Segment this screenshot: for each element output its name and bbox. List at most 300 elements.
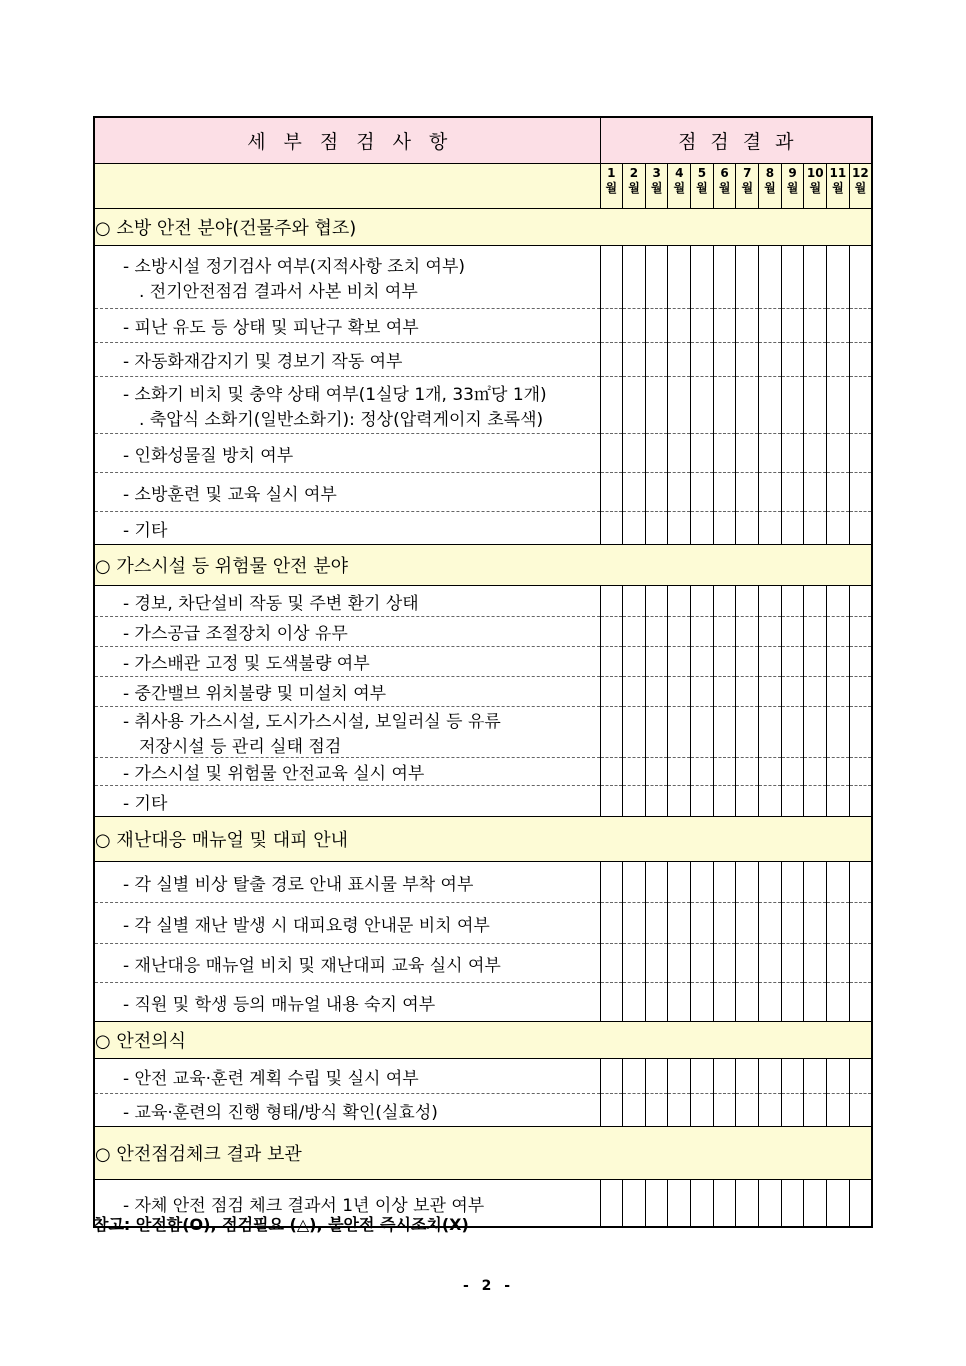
result-cell[interactable] — [827, 246, 850, 309]
result-cell[interactable] — [600, 586, 623, 617]
result-cell[interactable] — [827, 617, 850, 647]
result-cell[interactable] — [691, 473, 714, 512]
result-cell[interactable] — [849, 707, 872, 758]
result-cell[interactable] — [827, 1094, 850, 1127]
item-line: - 안전 교육·훈련 계획 수립 및 실시 여부 — [123, 1068, 419, 1089]
result-cell[interactable] — [804, 647, 827, 677]
month-header-2: 2 월 — [623, 164, 646, 209]
result-cell[interactable] — [827, 647, 850, 677]
result-cell[interactable] — [713, 434, 736, 473]
item-text — [94, 246, 600, 309]
checklist-item — [94, 707, 872, 758]
result-cell[interactable] — [713, 1059, 736, 1094]
result-cell[interactable] — [759, 309, 782, 343]
result-cell[interactable] — [849, 944, 872, 983]
result-cell[interactable] — [736, 786, 759, 817]
result-cell[interactable] — [781, 758, 804, 786]
result-cell[interactable] — [827, 862, 850, 903]
result-cell[interactable] — [759, 434, 782, 473]
result-cell[interactable] — [759, 586, 782, 617]
result-cell[interactable] — [736, 944, 759, 983]
result-cell[interactable] — [645, 707, 668, 758]
result-cell[interactable] — [849, 903, 872, 944]
item-line: - 가스배관 고정 및 도색불량 여부 — [123, 654, 370, 674]
result-cell[interactable] — [827, 434, 850, 473]
item-line: - 재난대응 매뉴얼 비치 및 재난대피 교육 실시 여부 — [123, 955, 501, 976]
result-cell[interactable] — [781, 586, 804, 617]
result-cell[interactable] — [849, 512, 872, 545]
result-cell[interactable] — [668, 1094, 691, 1127]
result-cell[interactable] — [645, 944, 668, 983]
result-cell[interactable] — [827, 309, 850, 343]
result-cell[interactable] — [759, 1180, 782, 1228]
item-text — [94, 903, 600, 944]
result-cell[interactable] — [623, 1059, 646, 1094]
result-cell[interactable] — [849, 677, 872, 707]
result-cell[interactable] — [691, 617, 714, 647]
result-cell[interactable] — [600, 758, 623, 786]
result-cell[interactable] — [804, 677, 827, 707]
result-cell[interactable] — [623, 707, 646, 758]
checklist-item — [94, 343, 872, 377]
result-cell[interactable] — [759, 786, 782, 817]
item-line: - 자동화재감지기 및 경보기 작동 여부 — [123, 352, 403, 372]
item-line: - 피난 유도 등 상태 및 피난구 확보 여부 — [123, 318, 419, 338]
result-cell[interactable] — [804, 377, 827, 434]
section-title: ○ 소방 안전 분야(건물주와 협조) — [94, 209, 872, 246]
result-cell[interactable] — [691, 586, 714, 617]
result-cell[interactable] — [759, 617, 782, 647]
result-cell[interactable] — [623, 944, 646, 983]
result-cell[interactable] — [804, 758, 827, 786]
result-cell[interactable] — [691, 707, 714, 758]
result-cell[interactable] — [623, 473, 646, 512]
result-cell[interactable] — [668, 944, 691, 983]
result-cell[interactable] — [600, 473, 623, 512]
result-cell[interactable] — [781, 903, 804, 944]
result-cell[interactable] — [691, 343, 714, 377]
result-cell[interactable] — [781, 786, 804, 817]
result-cell[interactable] — [645, 1094, 668, 1127]
month-header-11: 11 월 — [827, 164, 850, 209]
result-cell[interactable] — [623, 343, 646, 377]
result-cell[interactable] — [691, 512, 714, 545]
checklist-item — [94, 246, 872, 309]
item-text — [94, 473, 600, 512]
result-cell[interactable] — [645, 586, 668, 617]
result-cell[interactable] — [713, 512, 736, 545]
result-cell[interactable] — [600, 512, 623, 545]
result-cell[interactable] — [713, 647, 736, 677]
result-cell[interactable] — [759, 343, 782, 377]
month-row — [94, 164, 872, 209]
result-cell[interactable] — [623, 862, 646, 903]
checklist-item — [94, 434, 872, 473]
result-cell[interactable] — [623, 512, 646, 545]
result-cell[interactable] — [804, 1180, 827, 1228]
result-cell[interactable] — [623, 677, 646, 707]
result-cell[interactable] — [804, 434, 827, 473]
result-cell[interactable] — [736, 983, 759, 1022]
result-cell[interactable] — [668, 377, 691, 434]
item-text — [94, 512, 600, 545]
month-header-6: 6 월 — [713, 164, 736, 209]
result-cell[interactable] — [736, 677, 759, 707]
result-cell[interactable] — [804, 512, 827, 545]
result-cell[interactable] — [827, 786, 850, 817]
result-cell[interactable] — [645, 862, 668, 903]
result-cell[interactable] — [600, 377, 623, 434]
result-cell[interactable] — [645, 434, 668, 473]
result-cell[interactable] — [781, 862, 804, 903]
result-cell[interactable] — [691, 1180, 714, 1228]
result-cell[interactable] — [759, 903, 782, 944]
item-line: - 중간밸브 위치불량 및 미설치 여부 — [123, 684, 387, 704]
result-cell[interactable] — [736, 1094, 759, 1127]
result-cell[interactable] — [668, 862, 691, 903]
result-cell[interactable] — [827, 903, 850, 944]
result-cell[interactable] — [736, 1180, 759, 1228]
result-cell[interactable] — [600, 903, 623, 944]
result-cell[interactable] — [600, 677, 623, 707]
result-cell[interactable] — [781, 343, 804, 377]
checklist-item — [94, 786, 872, 817]
result-cell[interactable] — [668, 1059, 691, 1094]
result-cell[interactable] — [645, 473, 668, 512]
result-cell[interactable] — [736, 707, 759, 758]
month-header-10: 10 월 — [804, 164, 827, 209]
result-cell[interactable] — [623, 786, 646, 817]
item-subline: . 축압식 소화기(일반소화기): 정상(압력게이지 초록색) — [139, 410, 544, 430]
result-cell[interactable] — [736, 309, 759, 343]
result-cell[interactable] — [827, 512, 850, 545]
result-cell[interactable] — [849, 434, 872, 473]
result-cell[interactable] — [759, 862, 782, 903]
result-cell[interactable] — [713, 983, 736, 1022]
result-cell[interactable] — [849, 758, 872, 786]
result-cell[interactable] — [668, 586, 691, 617]
result-cell[interactable] — [668, 707, 691, 758]
result-cell[interactable] — [849, 983, 872, 1022]
result-cell[interactable] — [623, 983, 646, 1022]
result-cell[interactable] — [713, 617, 736, 647]
result-cell[interactable] — [736, 343, 759, 377]
result-cell[interactable] — [691, 786, 714, 817]
result-cell[interactable] — [849, 377, 872, 434]
result-cell[interactable] — [668, 246, 691, 309]
result-cell[interactable] — [691, 677, 714, 707]
result-cell[interactable] — [713, 786, 736, 817]
result-cell[interactable] — [804, 1059, 827, 1094]
result-cell[interactable] — [623, 434, 646, 473]
result-cell[interactable] — [804, 1094, 827, 1127]
result-cell[interactable] — [781, 377, 804, 434]
checklist-item — [94, 1094, 872, 1127]
month-header-12: 12 월 — [849, 164, 872, 209]
result-cell[interactable] — [668, 1180, 691, 1228]
result-cell[interactable] — [668, 903, 691, 944]
item-text — [94, 377, 600, 434]
checklist-item — [94, 647, 872, 677]
checklist-item — [94, 1059, 872, 1094]
result-cell[interactable] — [781, 677, 804, 707]
result-cell[interactable] — [713, 1180, 736, 1228]
result-cell[interactable] — [759, 377, 782, 434]
result-cell[interactable] — [736, 586, 759, 617]
result-cell[interactable] — [781, 1059, 804, 1094]
result-cell[interactable] — [645, 647, 668, 677]
result-cell[interactable] — [736, 377, 759, 434]
checklist-item — [94, 377, 872, 434]
result-cell[interactable] — [668, 647, 691, 677]
result-cell[interactable] — [623, 377, 646, 434]
result-cell[interactable] — [804, 786, 827, 817]
result-cell[interactable] — [713, 377, 736, 434]
result-cell[interactable] — [827, 944, 850, 983]
result-cell[interactable] — [623, 586, 646, 617]
month-header-1: 1 월 — [600, 164, 623, 209]
result-cell[interactable] — [849, 1180, 872, 1228]
result-cell[interactable] — [600, 343, 623, 377]
result-cell[interactable] — [623, 647, 646, 677]
result-cell[interactable] — [645, 617, 668, 647]
result-cell[interactable] — [804, 903, 827, 944]
result-cell[interactable] — [645, 309, 668, 343]
result-cell[interactable] — [600, 944, 623, 983]
result-cell[interactable] — [691, 1059, 714, 1094]
result-cell[interactable] — [668, 434, 691, 473]
result-cell[interactable] — [645, 903, 668, 944]
result-cell[interactable] — [781, 707, 804, 758]
result-cell[interactable] — [600, 434, 623, 473]
result-cell[interactable] — [827, 377, 850, 434]
header-row — [94, 117, 872, 164]
result-cell[interactable] — [713, 1094, 736, 1127]
result-cell[interactable] — [645, 1180, 668, 1228]
result-cell[interactable] — [623, 1180, 646, 1228]
result-cell[interactable] — [600, 1059, 623, 1094]
result-cell[interactable] — [668, 309, 691, 343]
section-row — [94, 1127, 872, 1180]
result-cell[interactable] — [645, 786, 668, 817]
month-header-9: 9 월 — [781, 164, 804, 209]
result-cell[interactable] — [849, 647, 872, 677]
result-cell[interactable] — [645, 677, 668, 707]
result-cell[interactable] — [736, 246, 759, 309]
result-cell[interactable] — [600, 1094, 623, 1127]
result-cell[interactable] — [736, 434, 759, 473]
result-cell[interactable] — [691, 246, 714, 309]
result-cell[interactable] — [804, 944, 827, 983]
result-cell[interactable] — [691, 309, 714, 343]
result-cell[interactable] — [623, 246, 646, 309]
result-cell[interactable] — [849, 586, 872, 617]
result-cell[interactable] — [827, 758, 850, 786]
result-cell[interactable] — [781, 512, 804, 545]
result-cell[interactable] — [645, 246, 668, 309]
result-cell[interactable] — [623, 309, 646, 343]
result-cell[interactable] — [804, 246, 827, 309]
result-cell[interactable] — [781, 1180, 804, 1228]
result-cell[interactable] — [713, 586, 736, 617]
result-cell[interactable] — [668, 677, 691, 707]
result-cell[interactable] — [713, 903, 736, 944]
result-cell[interactable] — [827, 677, 850, 707]
result-cell[interactable] — [691, 434, 714, 473]
result-cell[interactable] — [759, 677, 782, 707]
result-cell[interactable] — [691, 944, 714, 983]
result-cell[interactable] — [691, 983, 714, 1022]
result-cell[interactable] — [827, 1059, 850, 1094]
result-cell[interactable] — [691, 377, 714, 434]
result-cell[interactable] — [645, 983, 668, 1022]
result-cell[interactable] — [849, 309, 872, 343]
result-cell[interactable] — [713, 707, 736, 758]
result-cell[interactable] — [736, 617, 759, 647]
result-cell[interactable] — [713, 309, 736, 343]
result-cell[interactable] — [713, 944, 736, 983]
result-cell[interactable] — [668, 343, 691, 377]
result-cell[interactable] — [736, 862, 759, 903]
result-cell[interactable] — [713, 758, 736, 786]
result-cell[interactable] — [849, 1059, 872, 1094]
result-cell[interactable] — [668, 983, 691, 1022]
result-cell[interactable] — [781, 647, 804, 677]
result-cell[interactable] — [736, 647, 759, 677]
result-cell[interactable] — [804, 617, 827, 647]
result-cell[interactable] — [849, 617, 872, 647]
result-cell[interactable] — [781, 246, 804, 309]
result-cell[interactable] — [849, 473, 872, 512]
item-text — [94, 983, 600, 1022]
result-cell[interactable] — [713, 677, 736, 707]
result-cell[interactable] — [804, 473, 827, 512]
result-cell[interactable] — [713, 473, 736, 512]
section-row — [94, 1022, 872, 1059]
result-cell[interactable] — [849, 246, 872, 309]
result-cell[interactable] — [827, 707, 850, 758]
result-cell[interactable] — [736, 512, 759, 545]
safety-checklist-table — [93, 116, 873, 1228]
result-cell[interactable] — [781, 473, 804, 512]
result-cell[interactable] — [645, 512, 668, 545]
page-number: - 2 - — [463, 1278, 515, 1294]
result-cell[interactable] — [759, 944, 782, 983]
result-cell[interactable] — [713, 246, 736, 309]
result-cell[interactable] — [759, 246, 782, 309]
result-cell[interactable] — [736, 903, 759, 944]
result-cell[interactable] — [623, 758, 646, 786]
result-cell[interactable] — [600, 246, 623, 309]
result-cell[interactable] — [713, 862, 736, 903]
result-cell[interactable] — [736, 473, 759, 512]
result-cell[interactable] — [804, 343, 827, 377]
result-cell[interactable] — [827, 473, 850, 512]
result-cell[interactable] — [759, 512, 782, 545]
result-cell[interactable] — [759, 983, 782, 1022]
result-cell[interactable] — [623, 1094, 646, 1127]
result-cell[interactable] — [849, 786, 872, 817]
section-title: ○ 가스시설 등 위험물 안전 분야 — [94, 545, 872, 586]
result-cell[interactable] — [759, 707, 782, 758]
result-cell[interactable] — [600, 1180, 623, 1228]
result-cell[interactable] — [781, 434, 804, 473]
result-cell[interactable] — [623, 617, 646, 647]
result-cell[interactable] — [804, 309, 827, 343]
result-cell[interactable] — [623, 903, 646, 944]
result-cell[interactable] — [804, 586, 827, 617]
result-cell[interactable] — [645, 758, 668, 786]
result-cell[interactable] — [849, 1094, 872, 1127]
result-cell[interactable] — [827, 343, 850, 377]
result-cell[interactable] — [804, 707, 827, 758]
result-cell[interactable] — [645, 1059, 668, 1094]
items-header: 세부점검사항 — [94, 117, 600, 164]
result-cell[interactable] — [781, 944, 804, 983]
result-cell[interactable] — [668, 617, 691, 647]
result-cell[interactable] — [668, 473, 691, 512]
result-cell[interactable] — [668, 758, 691, 786]
result-cell[interactable] — [600, 983, 623, 1022]
result-cell[interactable] — [759, 1059, 782, 1094]
month-header-4: 4 월 — [668, 164, 691, 209]
result-cell[interactable] — [600, 786, 623, 817]
item-line: - 각 실별 비상 탈출 경로 안내 표시물 부착 여부 — [123, 874, 474, 895]
result-cell[interactable] — [600, 862, 623, 903]
item-line: - 기타 — [123, 793, 168, 814]
item-text — [94, 677, 600, 707]
result-cell[interactable] — [691, 903, 714, 944]
result-cell[interactable] — [600, 309, 623, 343]
item-text — [94, 707, 600, 758]
result-cell[interactable] — [759, 1094, 782, 1127]
result-cell[interactable] — [691, 647, 714, 677]
result-cell[interactable] — [759, 473, 782, 512]
result-cell[interactable] — [668, 512, 691, 545]
result-cell[interactable] — [781, 1094, 804, 1127]
result-cell[interactable] — [804, 862, 827, 903]
result-cell[interactable] — [827, 586, 850, 617]
item-line: - 각 실별 재난 발생 시 대피요령 안내문 비치 여부 — [123, 915, 490, 936]
result-cell[interactable] — [713, 343, 736, 377]
item-text — [94, 343, 600, 377]
result-cell[interactable] — [759, 758, 782, 786]
checklist-item — [94, 903, 872, 944]
result-cell[interactable] — [849, 862, 872, 903]
result-cell[interactable] — [691, 758, 714, 786]
result-cell[interactable] — [600, 617, 623, 647]
result-cell[interactable] — [645, 377, 668, 434]
result-cell[interactable] — [600, 707, 623, 758]
result-cell[interactable] — [804, 983, 827, 1022]
item-text — [94, 586, 600, 617]
result-cell[interactable] — [827, 1180, 850, 1228]
result-cell[interactable] — [849, 343, 872, 377]
result-cell[interactable] — [736, 758, 759, 786]
result-cell[interactable] — [691, 862, 714, 903]
result-cell[interactable] — [827, 983, 850, 1022]
result-cell[interactable] — [645, 343, 668, 377]
item-text — [94, 1094, 600, 1127]
result-cell[interactable] — [736, 1059, 759, 1094]
result-cell[interactable] — [781, 983, 804, 1022]
result-cell[interactable] — [781, 309, 804, 343]
result-cell[interactable] — [600, 647, 623, 677]
result-cell[interactable] — [781, 617, 804, 647]
result-cell[interactable] — [759, 647, 782, 677]
result-cell[interactable] — [691, 1094, 714, 1127]
result-cell[interactable] — [668, 786, 691, 817]
